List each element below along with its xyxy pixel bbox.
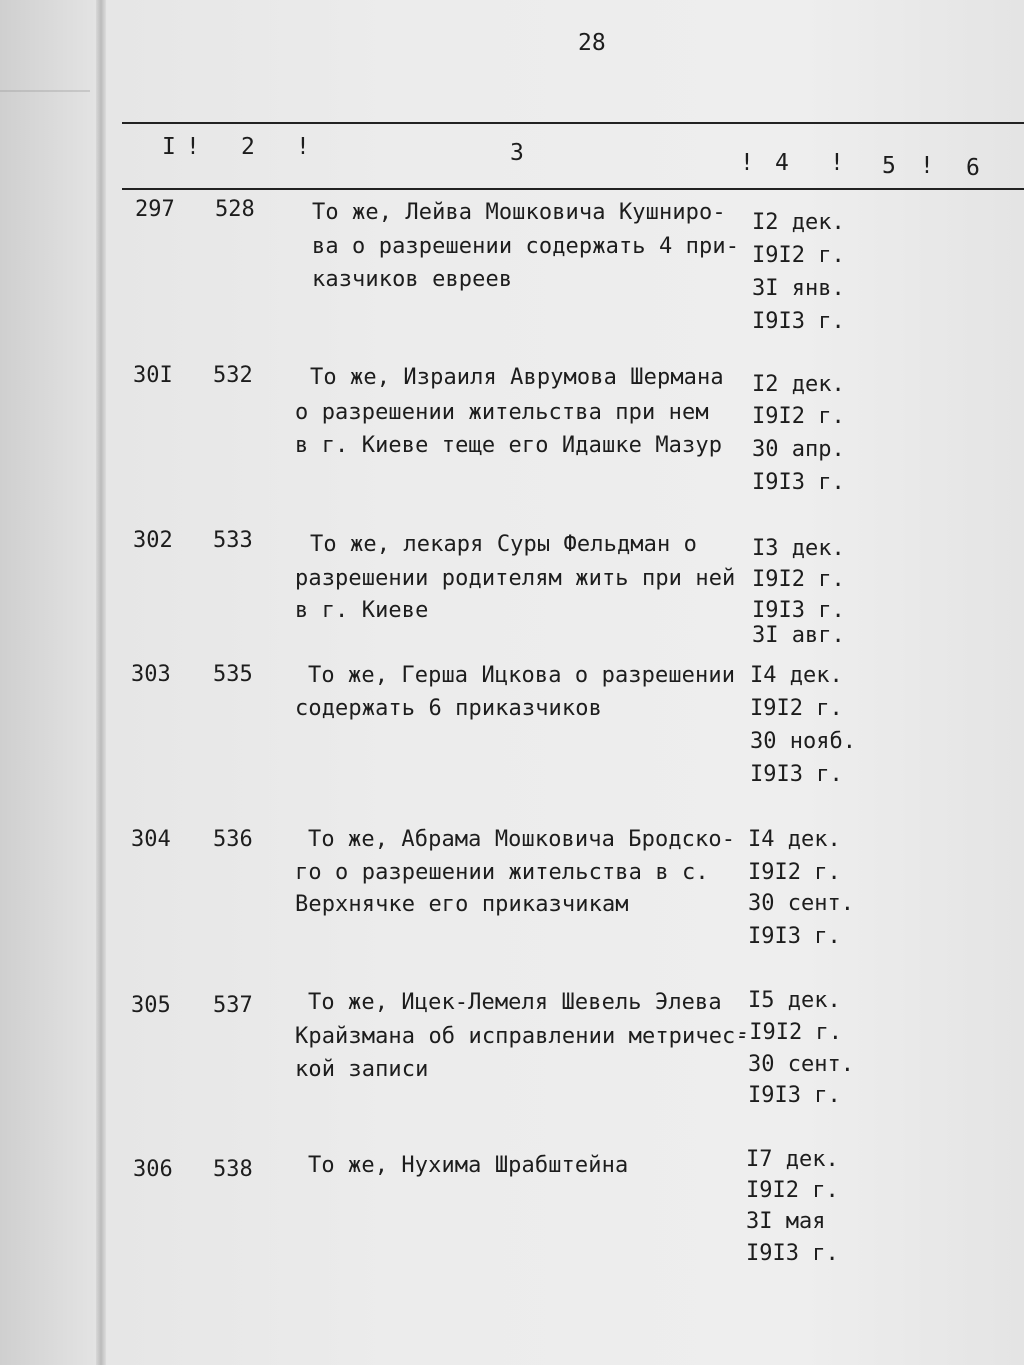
- row-description-line: То же, Ицек-Лемеля Шевель Элева: [308, 990, 722, 1015]
- row-date-line: I9I2 г.: [752, 243, 845, 268]
- row-number: 302: [133, 528, 173, 553]
- header-top-rule: [122, 122, 1024, 124]
- row-description-line: То же, Израиля Аврумова Шермана: [310, 365, 724, 390]
- row-description-line: ва о разрешении содержать 4 при-: [312, 234, 740, 259]
- row-description-line: разрешении родителям жить при ней: [295, 566, 736, 591]
- header-col1: I: [162, 134, 176, 160]
- row-date-line: I4 дек.: [750, 663, 843, 688]
- row-ref: 533: [213, 528, 253, 553]
- header-col5: 5: [882, 153, 896, 179]
- row-description-line: кой записи: [295, 1057, 429, 1082]
- row-description-line: То же, Лейва Мошковича Кушниро-: [312, 200, 726, 225]
- header-sep: !: [920, 153, 934, 179]
- row-date-line: I9I3 г.: [748, 924, 841, 949]
- header-sep: !: [740, 150, 754, 176]
- row-date-line: I5 дек.: [748, 988, 841, 1013]
- row-date-line: 3I авг.: [752, 623, 845, 648]
- row-ref: 535: [213, 662, 253, 687]
- row-date-line: -I9I2 г.: [736, 1020, 842, 1045]
- row-date-line: 3I янв.: [752, 276, 845, 301]
- row-ref: 538: [213, 1157, 253, 1182]
- row-date-line: I9I2 г.: [748, 860, 841, 885]
- row-number: 306: [133, 1157, 173, 1182]
- header-sep: !: [186, 134, 200, 160]
- row-description-line: То же, Герша Ицкова о разрешении: [308, 663, 736, 688]
- row-date-line: I3 дек.: [752, 536, 845, 561]
- row-date-line: I2 дек.: [752, 210, 845, 235]
- row-description-line: То же, Нухима Шрабштейна: [308, 1153, 629, 1178]
- facing-page-edge: [0, 90, 90, 92]
- row-description-line: в г. Киеве: [295, 598, 429, 623]
- row-number: 297: [135, 197, 175, 222]
- row-description-line: в г. Киеве теще его Идашке Мазур: [295, 433, 723, 458]
- row-ref: 536: [213, 827, 253, 852]
- row-date-line: 3I мая: [746, 1209, 826, 1234]
- row-description-line: То же, лекаря Суры Фельдман о: [310, 532, 698, 557]
- book-spine-shadow: [96, 0, 106, 1365]
- row-description-line: содержать 6 приказчиков: [295, 696, 602, 721]
- row-date-line: I9I3 г.: [746, 1241, 839, 1266]
- row-description-line: о разрешении жительства при нем: [295, 400, 709, 425]
- row-description-line: Крайзмана об исправлении метричес-: [295, 1024, 749, 1049]
- header-col2: 2: [241, 134, 255, 160]
- row-date-line: I9I2 г.: [750, 696, 843, 721]
- row-ref: 537: [213, 993, 253, 1018]
- row-description-line: Верхнячке его приказчикам: [295, 892, 629, 917]
- row-date-line: I9I2 г.: [746, 1178, 839, 1203]
- row-date-line: 30 сент.: [748, 891, 854, 916]
- row-date-line: I9I3 г.: [752, 309, 845, 334]
- row-number: 304: [131, 827, 171, 852]
- row-date-line: I9I2 г.: [752, 567, 845, 592]
- row-date-line: I4 дек.: [748, 827, 841, 852]
- header-col3: 3: [510, 140, 524, 166]
- row-date-line: 30 апр.: [752, 437, 845, 462]
- row-date-line: I9I2 г.: [752, 404, 845, 429]
- row-date-line: I7 дек.: [746, 1147, 839, 1172]
- row-date-line: I9I3 г.: [752, 470, 845, 495]
- header-col4: 4: [775, 150, 789, 176]
- header-col6: 6: [966, 155, 980, 181]
- row-number: 303: [131, 662, 171, 687]
- row-description-line: То же, Абрама Мошковича Бродско-: [308, 827, 736, 852]
- header-sep: !: [830, 150, 844, 176]
- row-date-line: I9I3 г.: [752, 598, 845, 623]
- row-date-line: I9I3 г.: [750, 762, 843, 787]
- row-date-line: I2 дек.: [752, 372, 845, 397]
- row-number: 305: [131, 993, 171, 1018]
- row-date-line: 30 нояб.: [750, 729, 856, 754]
- row-date-line: 30 сент.: [748, 1052, 854, 1077]
- row-description-line: казчиков евреев: [312, 267, 513, 292]
- header-sep: !: [296, 134, 310, 160]
- header-bottom-rule: [122, 188, 1024, 190]
- row-ref: 528: [215, 197, 255, 222]
- page-number: 28: [578, 30, 606, 56]
- row-ref: 532: [213, 363, 253, 388]
- row-date-line: I9I3 г.: [748, 1083, 841, 1108]
- row-description-line: го о разрешении жительства в с.: [295, 860, 709, 885]
- row-number: 30I: [133, 363, 173, 388]
